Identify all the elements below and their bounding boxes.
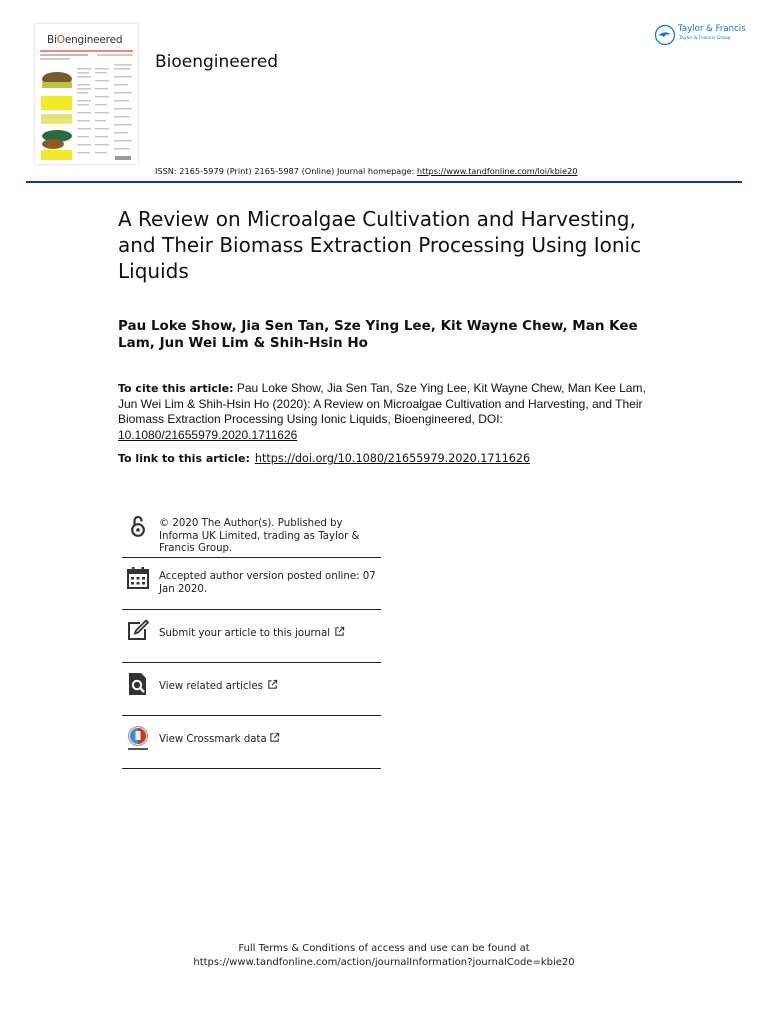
external-link-icon <box>269 732 280 743</box>
accepted-text: Accepted author version posted online: 07 Jan 2020. <box>159 571 376 595</box>
external-link-icon <box>334 626 345 637</box>
accepted-row <box>122 557 381 610</box>
crossmark-row[interactable] <box>122 715 381 769</box>
footer <box>0 942 768 970</box>
article-title: A Review on Microalgae Cultivation and Harvesting, and Their Biomass Extraction Processing Using Ionic Liquids <box>118 207 642 283</box>
issn-line <box>155 166 578 176</box>
article-doi-link[interactable]: https://doi.org/10.1080/21655979.2020.1711626 <box>254 452 531 465</box>
open-access-text: © 2020 The Author(s). Published by Informa UK Limited, trading as Taylor & Francis Group. <box>159 518 360 554</box>
journal-cover-thumbnail <box>35 24 138 164</box>
journal-homepage-link[interactable]: https://www.tandfonline.com/loi/kbie20 <box>416 166 578 176</box>
calendar-icon <box>126 566 150 590</box>
journal-title: Bioengineered <box>155 52 279 72</box>
crossmark-label: View Crossmark data <box>159 734 267 745</box>
open-access-row <box>122 510 381 558</box>
submit-article-link[interactable] <box>159 626 383 641</box>
article-link-block <box>118 451 678 465</box>
publisher-logo[interactable] <box>654 22 749 48</box>
cite-doi-link[interactable]: 10.1080/21655979.2020.1711626 <box>118 427 298 442</box>
footer-terms-line: Full Terms & Conditions of access and use can be found at <box>238 943 530 954</box>
related-row[interactable] <box>122 662 381 716</box>
crossmark-link[interactable] <box>159 732 383 747</box>
publisher-name: Taylor & Francis <box>678 24 746 34</box>
open-access-icon <box>126 514 150 538</box>
cite-label: To cite this article: <box>118 382 234 395</box>
related-articles-label: View related articles <box>159 681 263 692</box>
edit-icon <box>126 618 150 642</box>
cover-brand: BiOengineered <box>47 34 123 46</box>
cover-artwork <box>35 24 138 164</box>
article-authors: Pau Loke Show, Jia Sen Tan, Sze Ying Lee, Kit Wayne Chew, Man Kee Lam, Jun Wei Lim & Shih-Hsin Ho <box>118 318 638 351</box>
footer-terms-link[interactable]: https://www.tandfonline.com/action/journalInformation?journalCode=kbie20 <box>193 957 575 968</box>
external-link-icon <box>267 679 278 690</box>
issn-text: ISSN: 2165-5979 (Print) 2165-5987 (Online) Journal homepage: <box>155 166 417 176</box>
cite-text: Pau Loke Show, Jia Sen Tan, Sze Ying Lee, Kit Wayne Chew, Man Kee Lam, Jun Wei Lim & Shih-Hsin Ho (2020): A Review on Microalgae Cultivation and Harvesting, and Their Biomass Extraction Processing Using Ionic Liquids, Bioengineered, DOI: <box>118 381 646 426</box>
citation-block <box>118 381 648 443</box>
header-divider <box>26 181 742 183</box>
taylor-francis-logo-icon <box>654 24 676 46</box>
related-articles-link[interactable] <box>159 679 383 694</box>
link-label: To link to this article: <box>118 452 250 465</box>
related-search-icon <box>126 672 150 696</box>
submit-row[interactable] <box>122 609 381 663</box>
publisher-group: Taylor & Francis Group <box>679 36 731 41</box>
submit-article-label: Submit your article to this journal <box>159 628 331 639</box>
crossmark-icon <box>126 725 150 753</box>
